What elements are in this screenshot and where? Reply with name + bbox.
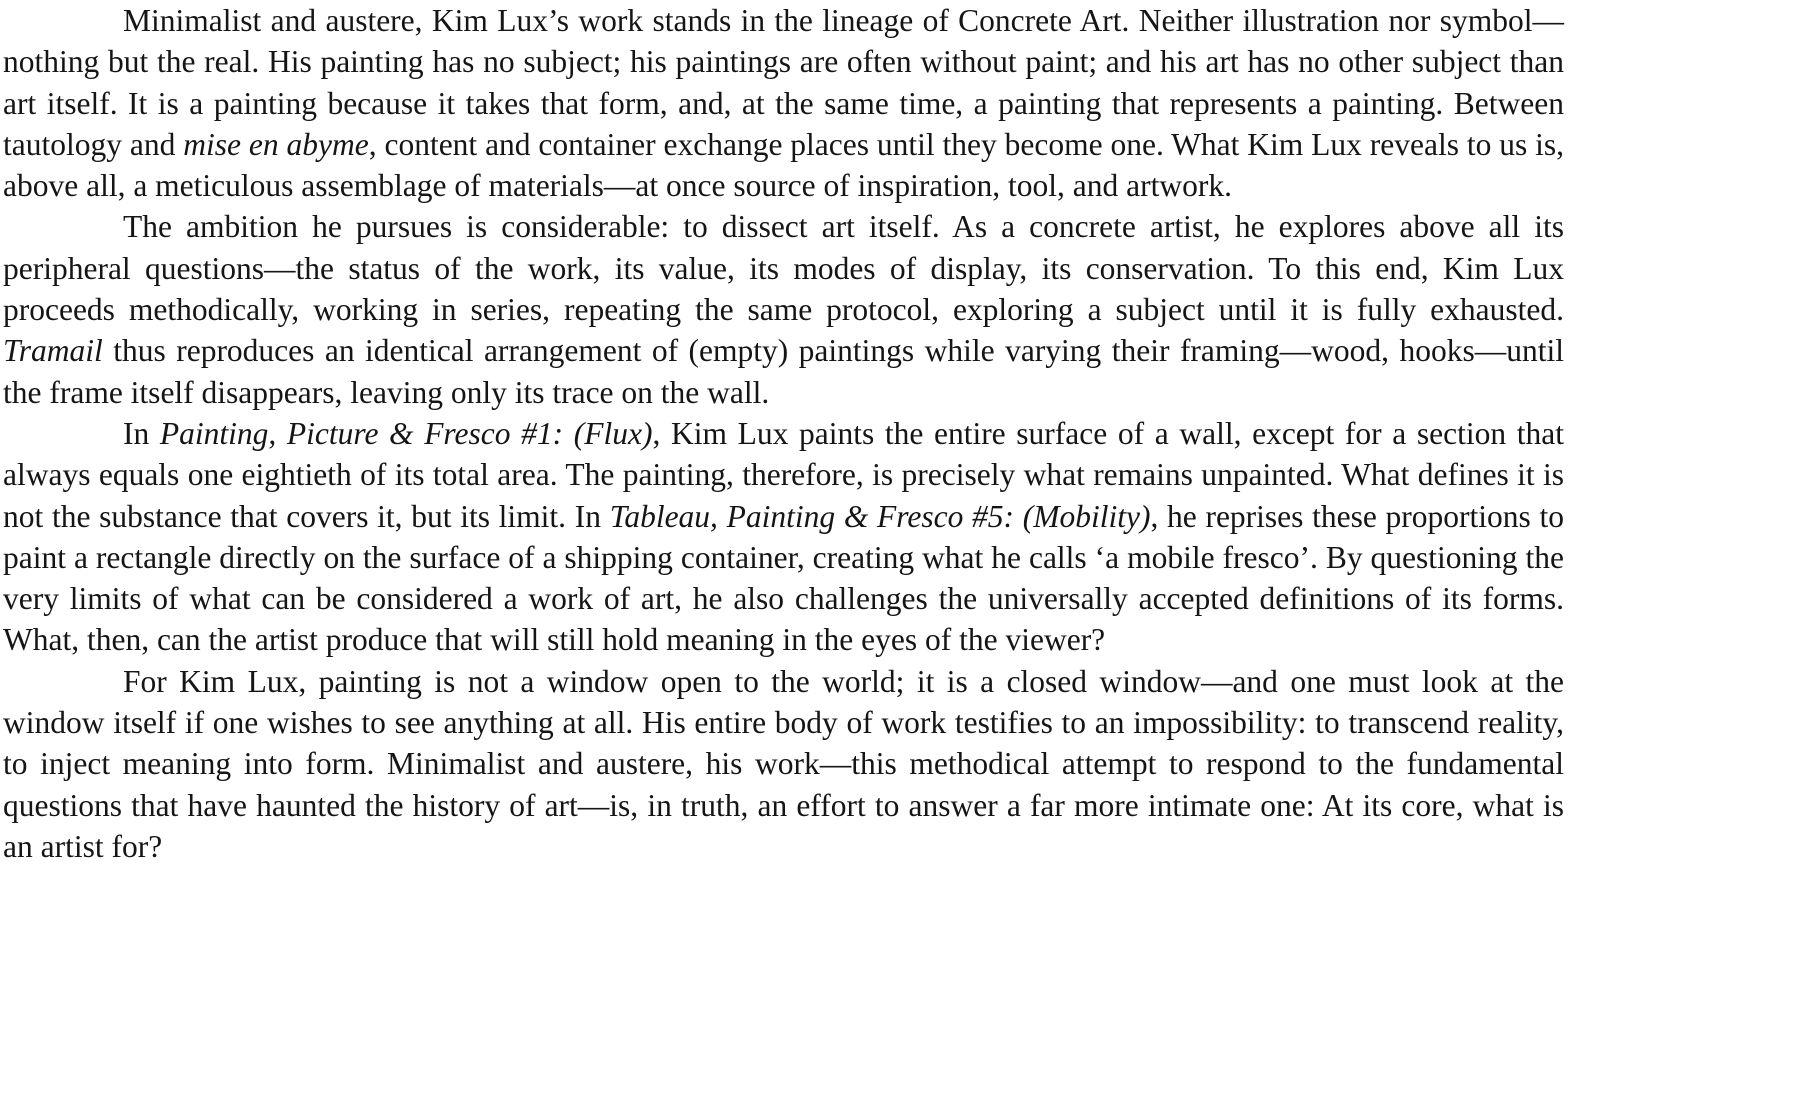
text-run: , he reprises these proportions to paint a rectangle directly on the surface of a shipping container, creating what he calls ‘a mobile fresco’. By questioning the very limits of what can be considered a work of art, he also challenges the universally accepted definitions of its forms. What, then, can the artist produce that will still hold meaning in the eyes of the viewer? <box>3 498 1564 658</box>
text-run: In <box>123 415 160 451</box>
italic-text-run: Tableau, Painting & Fresco #5: (Mobility) <box>609 498 1151 534</box>
italic-text-run: mise en abyme <box>183 126 369 162</box>
italic-text-run: Painting, Picture & Fresco #1: (Flux) <box>159 415 653 451</box>
paragraph-3 <box>3 413 1564 661</box>
text-run: Minimalist and austere, Kim Lux’s work stands in the lineage of Concrete Art. Neither illustration nor symbol—nothing but the real. His painting has no subject; his paintings are often without paint; and his art has no other subject than art itself. It is a painting because it takes that form, and, at the same time, a painting that represents a painting. Between tautology and <box>3 3 1564 162</box>
italic-text-run: Tramail <box>3 333 103 369</box>
text-run: , content and container exchange places until they become one. What Kim Lux reveals to us is, above all, a meticulous assemblage of materials—at once source of inspiration, tool, and artwork. <box>3 126 1565 204</box>
text-run: thus reproduces an identical arrangement of (empty) paintings while varying their framing—wood, hooks—until the frame itself disappears, leaving only its trace on the wall. <box>3 333 1564 410</box>
text-run: The ambition he pursues is considerable: to dissect art itself. As a concrete artist, he explores above all its peripheral questions—the status of the work, its value, its modes of display, its conservation. To this end, Kim Lux proceeds methodically, working in series, repeating the same protocol, exploring a subject until it is fully exhausted. <box>3 209 1564 328</box>
paragraph-4 <box>3 661 1564 867</box>
text-run: , Kim Lux paints the entire surface of a wall, except for a section that always equals one eightieth of its total area. The painting, therefore, is precisely what remains unpainted. What defines it is not the substance that covers it, but its limit. In <box>3 415 1564 534</box>
paragraph-2 <box>3 206 1564 412</box>
paragraph-1 <box>3 0 1564 206</box>
document-body <box>3 0 1564 867</box>
text-run: For Kim Lux, painting is not a window open to the world; it is a closed window—and one must look at the window itself if one wishes to see anything at all. His entire body of work testifies to an impossibility: to transcend reality, to inject meaning into form. Minimalist and austere, his work—this methodical attempt to respond to the fundamental questions that have haunted the history of art—is, in truth, an effort to answer a far more intimate one: At its core, what is an artist for? <box>3 663 1564 864</box>
